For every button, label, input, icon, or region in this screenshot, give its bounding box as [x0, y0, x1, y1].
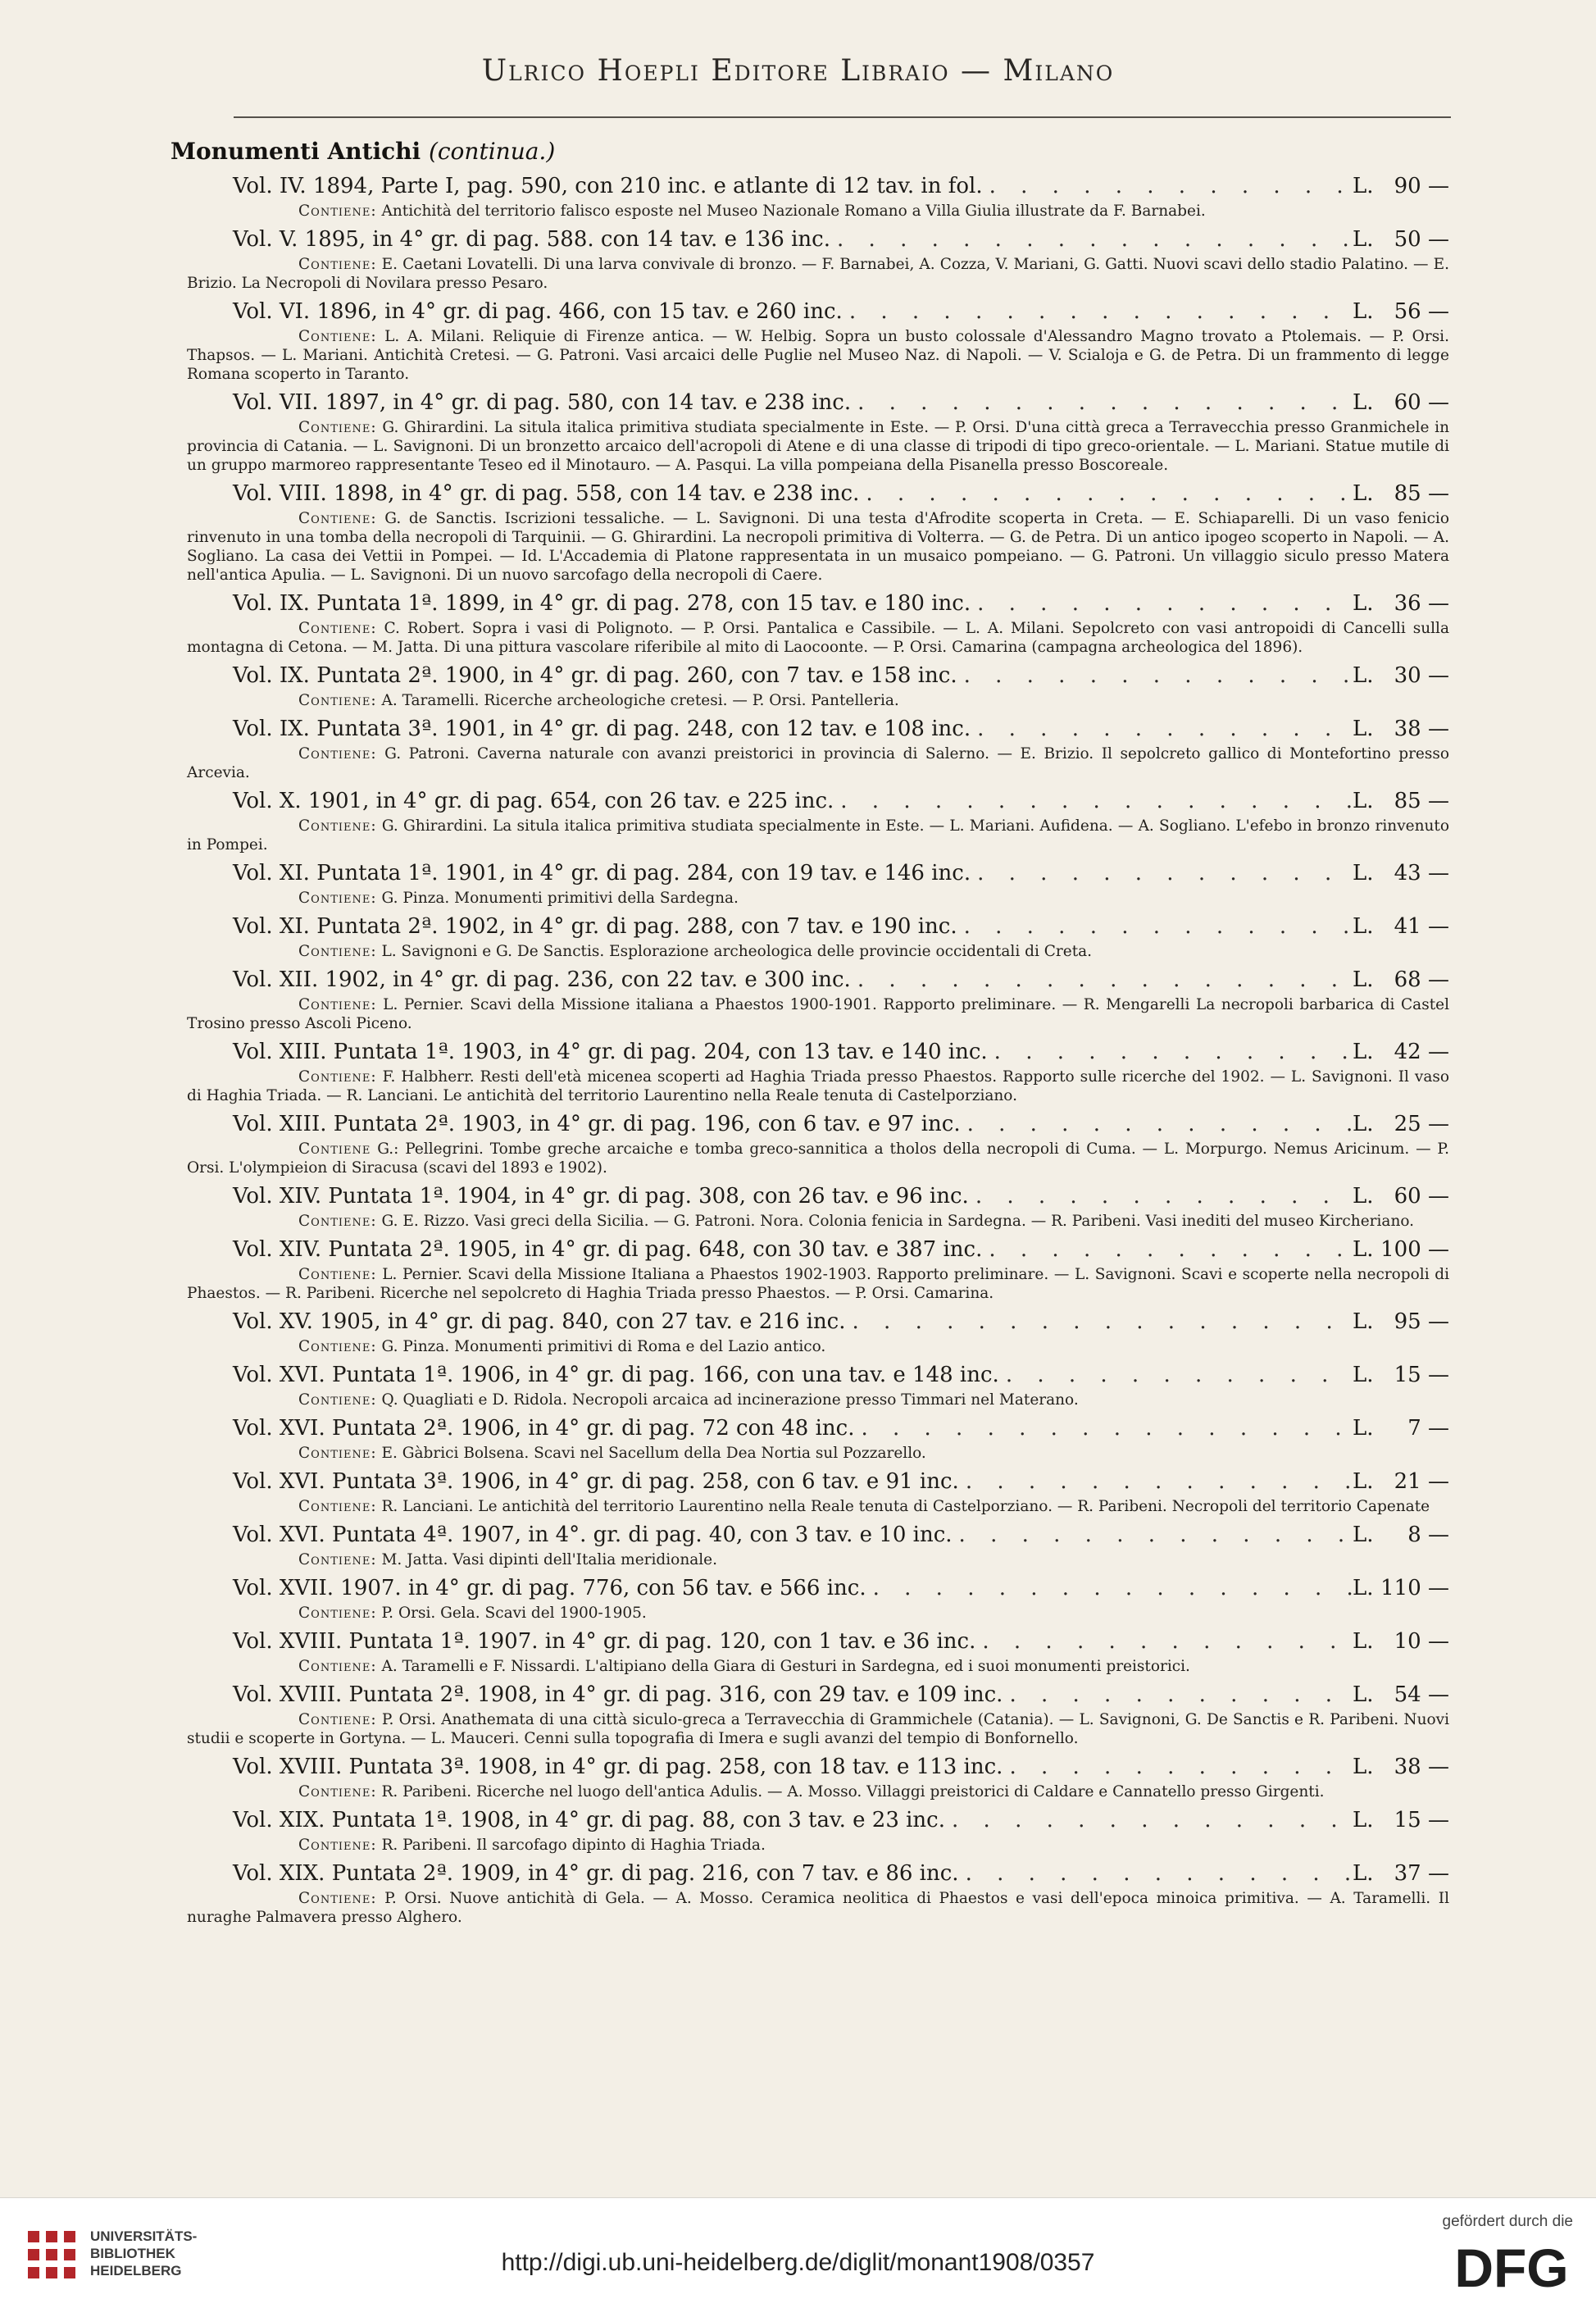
- volume-price: 10 —: [1394, 1629, 1449, 1654]
- volume-description: Vol. XVI. Puntata 2ª. 1906, in 4° gr. di pag. 72 con 48 inc.: [233, 1416, 855, 1441]
- contents-label: Contiene: [298, 1140, 371, 1158]
- contents-label: Contiene:: [298, 1266, 377, 1283]
- volume-description: Vol. XVI. Puntata 3ª. 1906, in 4° gr. di pag. 258, con 6 tav. e 91 inc.: [233, 1469, 959, 1494]
- volume-line: [171, 1184, 1449, 1212]
- volume-line: [171, 663, 1449, 691]
- catalog-entry: [171, 1682, 1449, 1748]
- contents-text: G.: Pellegrini. Tombe greche arcaiche e tomba greco-sannitica a tholos della necropoli di Cuma. — L. Morpurgo. Nemus Aricinum. — P. Orsi. L'olympieion di Siracusa (scavi del 1893 e 1902).: [187, 1140, 1449, 1177]
- contents-note: [187, 1391, 1449, 1409]
- contents-note: [187, 817, 1449, 854]
- dot-leader: [999, 1363, 1353, 1387]
- volume-price: 42 —: [1394, 1040, 1449, 1064]
- currency-label: L.: [1353, 1682, 1374, 1707]
- contents-label: Contiene:: [298, 1605, 377, 1622]
- dot-leader: [983, 174, 1353, 198]
- contents-text: M. Jatta. Vasi dipinti dell'Italia meridionale.: [381, 1551, 718, 1568]
- contents-label: Contiene:: [298, 1445, 377, 1462]
- volume-price: 15 —: [1394, 1808, 1449, 1832]
- volume-description: Vol. X. 1901, in 4° gr. di pag. 654, con 26 tav. e 225 inc.: [233, 789, 834, 813]
- currency-label: L.: [1353, 591, 1374, 616]
- permalink-url[interactable]: http://digi.ub.uni-heidelberg.de/diglit/monant1908/0357: [501, 2249, 1095, 2276]
- currency-label: L.: [1353, 481, 1374, 506]
- dot-leader: [846, 1309, 1353, 1334]
- contents-text: C. Robert. Sopra i vasi di Polignoto. — P. Orsi. Pantalica e Cassibile. — L. A. Milani. Sepolcreto con vasi antropoidi di Cancelli sulla montagna di Cetona. — M. Jatta. Di una pittura vascolare riferibile al mito di Laocoonte. — P. Orsi. Camarina (campagna archeologica del 1896).: [187, 620, 1449, 656]
- dot-leader: [971, 861, 1353, 885]
- header-rule: [234, 116, 1451, 118]
- volume-price: 95 —: [1394, 1309, 1449, 1334]
- contents-label: Contiene:: [298, 1658, 377, 1675]
- volume-price: 8 —: [1407, 1523, 1449, 1547]
- volume-line: [171, 227, 1449, 255]
- catalog-entry: [171, 1523, 1449, 1569]
- volume-description: Vol. XIX. Puntata 2ª. 1909, in 4° gr. di pag. 216, con 7 tav. e 86 inc.: [233, 1861, 959, 1886]
- contents-note: [187, 1444, 1449, 1463]
- contents-label: Contiene:: [298, 1551, 377, 1568]
- contents-text: G. de Sanctis. Iscrizioni tessaliche. — L. Savignoni. Di una testa d'Afrodite scoperta in Creta. — E. Schiaparelli. Di un vaso fenicio rinvenuto in una tomba della necropoli di Tarquinii. — G. Ghirardini. La necropoli primitiva di Volterra. — G. de Petra. Di un antico ipogeo scoperto in Napoli. — A. Sogliano. La casa dei Vettii in Pompei. — Id. L'Accademia di Platone rappresentata in un musaico pompeiano. — G. Patroni. Un villaggio siculo presso Matera nell'antica Apulia. — L. Savignoni. Di un nuovo sarcofago della necropoli di Caere.: [187, 510, 1449, 584]
- currency-label: L.: [1353, 663, 1374, 688]
- volume-line: [171, 1112, 1449, 1140]
- contents-label: Contiene:: [298, 1837, 377, 1854]
- catalog-entry: [171, 591, 1449, 657]
- volume-price: 7 —: [1407, 1416, 1449, 1441]
- contents-text: L. Pernier. Scavi della Missione italiana a Phaestos 1900-1901. Rapporto preliminare. — R. Mengarelli La necropoli barbarica di Castel Trosino presso Ascoli Piceno.: [187, 996, 1449, 1032]
- volume-description: Vol. XVIII. Puntata 1ª. 1907. in 4° gr. di pag. 120, con 1 tav. e 36 inc.: [233, 1629, 976, 1654]
- contents-label: Contiene:: [298, 203, 377, 220]
- volume-description: Vol. XIII. Puntata 1ª. 1903, in 4° gr. di pag. 204, con 13 tav. e 140 inc.: [233, 1040, 988, 1064]
- contents-note: [187, 942, 1449, 961]
- dot-leader: [1003, 1755, 1353, 1779]
- sponsor-text: gefördert durch die: [1442, 2213, 1573, 2230]
- dot-leader: [1003, 1682, 1353, 1707]
- catalog-entry: [171, 1040, 1449, 1105]
- contents-label: Contiene:: [298, 419, 377, 436]
- volume-description: Vol. IX. Puntata 3ª. 1901, in 4° gr. di pag. 248, con 12 tav. e 108 inc.: [233, 717, 971, 741]
- currency-label: L.: [1353, 174, 1374, 198]
- contents-note: [187, 1710, 1449, 1748]
- currency-label: L.: [1353, 1861, 1374, 1886]
- section-continued: (continua.): [428, 138, 556, 165]
- volume-line: [171, 299, 1449, 327]
- contents-label: Contiene:: [298, 1213, 377, 1230]
- contents-label: Contiene:: [298, 692, 377, 709]
- contents-label: Contiene:: [298, 620, 377, 637]
- dot-leader: [945, 1808, 1353, 1832]
- volume-price: 85 —: [1394, 481, 1449, 506]
- contents-text: R. Paribeni. Ricerche nel luogo dell'antica Adulis. — A. Mosso. Villaggi preistorici di Caldare e Cannatello presso Girgenti.: [381, 1783, 1325, 1800]
- currency-label: L.: [1353, 1523, 1374, 1547]
- volume-line: [171, 1416, 1449, 1444]
- contents-label: Contiene:: [298, 510, 377, 527]
- volume-price: 38 —: [1394, 1755, 1449, 1779]
- contents-text: G. Pinza. Monumenti primitivi di Roma e del Lazio antico.: [381, 1338, 826, 1355]
- contents-text: P. Orsi. Gela. Scavi del 1900-1905.: [381, 1605, 647, 1622]
- catalog-entry: [171, 1629, 1449, 1676]
- contents-label: Contiene:: [298, 943, 377, 960]
- catalog-entry: [171, 174, 1449, 221]
- volume-price: 60 —: [1394, 1184, 1449, 1209]
- contents-note: [187, 889, 1449, 908]
- dot-leader: [975, 1629, 1353, 1654]
- catalog-entry: [171, 1416, 1449, 1463]
- currency-label: L.: [1353, 1416, 1374, 1441]
- volume-description: Vol. XIX. Puntata 1ª. 1908, in 4° gr. di pag. 88, con 3 tav. e 23 inc.: [233, 1808, 946, 1832]
- catalog-entry: [171, 914, 1449, 961]
- contents-label: Contiene:: [298, 817, 377, 835]
- contents-note: [187, 1497, 1449, 1516]
- volume-price: 100 —: [1380, 1237, 1449, 1262]
- contents-label: Contiene:: [298, 890, 377, 907]
- dot-leader: [843, 299, 1353, 324]
- dot-leader: [859, 481, 1353, 506]
- volume-line: [171, 1629, 1449, 1657]
- volume-description: Vol. V. 1895, in 4° gr. di pag. 588. con 14 tav. e 136 inc.: [233, 227, 831, 252]
- catalog-entry: [171, 1184, 1449, 1231]
- catalog-entry: [171, 481, 1449, 585]
- contents-text: G. Pinza. Monumenti primitivi della Sardegna.: [381, 890, 739, 907]
- contents-text: A. Taramelli e F. Nissardi. L'altipiano della Giara di Gesturi in Sardegna, ed i suoi monumenti preistorici.: [381, 1658, 1190, 1675]
- volume-price: 85 —: [1394, 789, 1449, 813]
- catalog-entry: [171, 1309, 1449, 1356]
- catalog-entry: [171, 1755, 1449, 1801]
- contents-text: G. Ghirardini. La situla italica primitiva studiata specialmente in Este. — P. Orsi. D'una città greca a Terravecchia presso Granmichele in provincia di Catania. — L. Savignoni. Di un bronzetto arcaico dell'acropoli di Atene e di una classe di tripodi di tipo greco-orientale. — L. Mariani. Statue mutile di un gruppo marmoreo rappresentante Teseo ed il Minotauro. — A. Pasqui. La villa pompeiana della Pisanella presso Boscoreale.: [187, 419, 1449, 474]
- contents-note: [187, 1836, 1449, 1855]
- volume-description: Vol. XVIII. Puntata 3ª. 1908, in 4° gr. di pag. 258, con 18 tav. e 113 inc.: [233, 1755, 1003, 1779]
- volume-description: Vol. VI. 1896, in 4° gr. di pag. 466, con 15 tav. e 260 inc.: [233, 299, 843, 324]
- contents-text: L. A. Milani. Reliquie di Firenze antica. — W. Helbig. Sopra un busto colossale d'Alessandro Magno trovato a Ptolemais. — P. Orsi. Thapsos. — L. Mariani. Antichità Cretesi. — G. Patroni. Vasi arcaici delle Puglie nel Museo Naz. di Napoli. — V. Scialoja e G. de Petra. Di un frammento di legge Romana scoperto in Taranto.: [187, 328, 1449, 383]
- currency-label: L.: [1353, 1363, 1374, 1387]
- contents-label: Contiene:: [298, 1783, 377, 1800]
- contents-label: Contiene:: [298, 1890, 377, 1907]
- contents-text: R. Paribeni. Il sarcofago dipinto di Haghia Triada.: [381, 1837, 766, 1854]
- currency-label: L.: [1353, 390, 1374, 415]
- contents-text: Antichità del territorio falisco esposte nel Museo Nazionale Romano a Villa Giulia illustrate da F. Barnabei.: [381, 203, 1206, 220]
- contents-text: L. Savignoni e G. De Sanctis. Esplorazione archeologica delle provincie occidentali di Creta.: [381, 943, 1093, 960]
- contents-label: Contiene:: [298, 256, 377, 273]
- contents-note: [187, 1337, 1449, 1356]
- contents-label: Contiene:: [298, 1498, 377, 1515]
- volume-line: [171, 390, 1449, 418]
- volume-description: Vol. VII. 1897, in 4° gr. di pag. 580, con 14 tav. e 238 inc.: [233, 390, 852, 415]
- currency-label: L.: [1353, 1040, 1374, 1064]
- catalog-entry: [171, 663, 1449, 710]
- volume-description: Vol. XIV. Puntata 2ª. 1905, in 4° gr. di pag. 648, con 30 tav. e 387 inc.: [233, 1237, 983, 1262]
- contents-note: [187, 744, 1449, 782]
- contents-note: [187, 1604, 1449, 1623]
- library-name-line: UNIVERSITÄTS-: [90, 2228, 198, 2244]
- contents-text: P. Orsi. Anathemata di una città siculo-greca a Terravecchia di Grammichele (Catania). — L. Savignoni, G. De Sanctis e R. Paribeni. Nuovi studii e scoperte in Gortyna. — L. Mauceri. Cenni sulla topografia di Imera e sugli avanzi del tempio di Bonfornello.: [187, 1711, 1449, 1747]
- volume-price: 50 —: [1394, 227, 1449, 252]
- volume-price: 54 —: [1394, 1682, 1449, 1707]
- volume-line: [171, 1469, 1449, 1497]
- volume-description: Vol. XI. Puntata 2ª. 1902, in 4° gr. di pag. 288, con 7 tav. e 190 inc.: [233, 914, 957, 939]
- volume-line: [171, 591, 1449, 619]
- dot-leader: [971, 591, 1353, 616]
- catalog-entry: [171, 861, 1449, 908]
- volume-description: Vol. XII. 1902, in 4° gr. di pag. 236, con 22 tav. e 300 inc.: [233, 967, 851, 992]
- catalog-entries: [171, 174, 1449, 1933]
- currency-label: L.: [1353, 1469, 1374, 1494]
- volume-price: 110 —: [1380, 1576, 1449, 1600]
- contents-text: G. E. Rizzo. Vasi greci della Sicilia. — G. Patroni. Nora. Colonia fenicia in Sardegna. — R. Paribeni. Vasi inediti del museo Kircheriano.: [381, 1213, 1415, 1230]
- currency-label: L.: [1353, 1755, 1374, 1779]
- contents-note: [187, 1212, 1449, 1231]
- catalog-entry: [171, 1808, 1449, 1855]
- library-name-line: HEIDELBERG: [90, 2263, 182, 2278]
- currency-label: L.: [1353, 1237, 1374, 1262]
- volume-line: [171, 1237, 1449, 1265]
- volume-description: Vol. XVI. Puntata 1ª. 1906, in 4° gr. di pag. 166, con una tav. e 148 inc.: [233, 1363, 999, 1387]
- contents-note: [187, 327, 1449, 384]
- currency-label: L.: [1353, 861, 1374, 885]
- dot-leader: [851, 967, 1353, 992]
- contents-label: Contiene:: [298, 1711, 377, 1728]
- contents-note: [187, 1265, 1449, 1303]
- dot-leader: [959, 1861, 1353, 1886]
- volume-price: 43 —: [1394, 861, 1449, 885]
- volume-line: [171, 1576, 1449, 1604]
- contents-text: F. Halbherr. Resti dell'età micenea scoperti ad Haghia Triada presso Phaestos. Rapporto sulle ricerche del 1902. — L. Savignoni. Il vaso di Haghia Triada. — R. Lanciani. Le antichità del territorio Laurentino nella Reale tenuta di Castelporziano.: [187, 1068, 1449, 1104]
- currency-label: L.: [1353, 1629, 1374, 1654]
- contents-note: [187, 1657, 1449, 1676]
- dot-leader: [953, 1523, 1353, 1547]
- catalog-entry: [171, 299, 1449, 384]
- contents-note: [187, 691, 1449, 710]
- dot-leader: [982, 1237, 1353, 1262]
- dot-leader: [830, 227, 1353, 252]
- contents-text: R. Lanciani. Le antichità del territorio Laurentino nella Reale tenuta di Castelporziano. — R. Paribeni. Necropoli del territorio Capenate: [381, 1498, 1430, 1515]
- currency-label: L.: [1353, 1184, 1374, 1209]
- volume-line: [171, 914, 1449, 942]
- volume-line: [171, 1808, 1449, 1836]
- dot-leader: [969, 1184, 1353, 1209]
- currency-label: L.: [1353, 789, 1374, 813]
- volume-line: [171, 1861, 1449, 1889]
- volume-description: Vol. XV. 1905, in 4° gr. di pag. 840, con 27 tav. e 216 inc.: [233, 1309, 846, 1334]
- volume-price: 68 —: [1394, 967, 1449, 992]
- currency-label: L.: [1353, 299, 1374, 324]
- volume-price: 56 —: [1394, 299, 1449, 324]
- contents-note: [187, 1140, 1449, 1177]
- volume-line: [171, 481, 1449, 509]
- section-title-text: Monumenti Antichi: [171, 138, 421, 165]
- currency-label: L.: [1353, 227, 1374, 252]
- contents-label: Contiene:: [298, 745, 377, 763]
- volume-line: [171, 174, 1449, 202]
- dot-leader: [959, 1469, 1353, 1494]
- contents-text: E. Gàbrici Bolsena. Scavi nel Sacellum della Dea Nortia sul Pozzarello.: [381, 1445, 926, 1462]
- contents-text: G. Patroni. Caverna naturale con avanzi preistorici in provincia di Salerno. — E. Brizio. Il sepolcreto gallico di Montefortino presso Arcevia.: [187, 745, 1449, 781]
- volume-description: Vol. XVIII. Puntata 2ª. 1908, in 4° gr. di pag. 316, con 29 tav. e 109 inc.: [233, 1682, 1003, 1707]
- contents-note: [187, 995, 1449, 1033]
- contents-label: Contiene:: [298, 1338, 377, 1355]
- dot-leader: [957, 663, 1353, 688]
- contents-note: [187, 1550, 1449, 1569]
- section-title: [171, 138, 555, 165]
- contents-note: [187, 509, 1449, 585]
- volume-description: Vol. XVII. 1907. in 4° gr. di pag. 776, con 56 tav. e 566 inc.: [233, 1576, 866, 1600]
- catalog-entry: [171, 1576, 1449, 1623]
- volume-price: 15 —: [1394, 1363, 1449, 1387]
- dfg-logo-text: DFG: [1454, 2237, 1569, 2295]
- volume-line: [171, 1040, 1449, 1068]
- dfg-logo-icon: [1450, 2237, 1573, 2295]
- contents-text: G. Ghirardini. La situla italica primitiva studiata specialmente in Este. — L. Mariani. Aufidena. — A. Sogliano. L'efebo in bronzo rinvenuto in Pompei.: [187, 817, 1449, 854]
- contents-note: [187, 202, 1449, 221]
- dot-leader: [957, 914, 1353, 939]
- catalog-entry: [171, 789, 1449, 854]
- volume-price: 30 —: [1394, 663, 1449, 688]
- contents-note: [187, 1782, 1449, 1801]
- contents-text: A. Taramelli. Ricerche archeologiche cretesi. — P. Orsi. Pantelleria.: [381, 692, 899, 709]
- currency-label: L.: [1353, 1576, 1374, 1600]
- currency-label: L.: [1353, 717, 1374, 741]
- volume-price: 41 —: [1394, 914, 1449, 939]
- running-head: Ulrico Hoepli Editore Libraio — Milano: [481, 54, 1115, 88]
- volume-line: [171, 861, 1449, 889]
- library-name-line: BIBLIOTHEK: [90, 2246, 175, 2261]
- dot-leader: [854, 1416, 1353, 1441]
- currency-label: L.: [1353, 1112, 1374, 1136]
- catalog-entry: [171, 1112, 1449, 1177]
- catalog-entry: [171, 1237, 1449, 1303]
- volume-price: 36 —: [1394, 591, 1449, 616]
- contents-label: Contiene:: [298, 1391, 377, 1409]
- volume-price: 90 —: [1394, 174, 1449, 198]
- contents-text: E. Caetani Lovatelli. Di una larva convivale di bronzo. — F. Barnabei, A. Cozza, V. Mariani, G. Gatti. Nuovi scavi dello stadio Palatino. — E. Brizio. La Necropoli di Novilara presso Pesaro.: [187, 256, 1449, 292]
- volume-line: [171, 1682, 1449, 1710]
- volume-description: Vol. IV. 1894, Parte I, pag. 590, con 210 inc. e atlante di 12 tav. in fol.: [233, 174, 983, 198]
- volume-price: 60 —: [1394, 390, 1449, 415]
- contents-label: Contiene:: [298, 996, 377, 1013]
- currency-label: L.: [1353, 1309, 1374, 1334]
- catalog-entry: [171, 717, 1449, 782]
- dot-leader: [851, 390, 1353, 415]
- volume-price: 21 —: [1394, 1469, 1449, 1494]
- catalog-entry: [171, 1363, 1449, 1409]
- footer-bar: [0, 2197, 1596, 2308]
- contents-text: Q. Quagliati e D. Ridola. Necropoli arcaica ad incinerazione presso Timmari nel Materano.: [381, 1391, 1079, 1409]
- volume-description: Vol. XVI. Puntata 4ª. 1907, in 4°. gr. di pag. 40, con 3 tav. e 10 inc.: [233, 1523, 953, 1547]
- volume-description: Vol. XIII. Puntata 2ª. 1903, in 4° gr. di pag. 196, con 6 tav. e 97 inc.: [233, 1112, 961, 1136]
- dot-leader: [834, 789, 1353, 813]
- currency-label: L.: [1353, 967, 1374, 992]
- contents-text: P. Orsi. Nuove antichità di Gela. — A. Mosso. Ceramica neolitica di Phaestos e vasi dell'epoca minoica primitiva. — A. Taramelli. Il nuraghe Palmavera presso Alghero.: [187, 1890, 1449, 1926]
- volume-description: Vol. VIII. 1898, in 4° gr. di pag. 558, con 14 tav. e 238 inc.: [233, 481, 860, 506]
- currency-label: L.: [1353, 1808, 1374, 1832]
- volume-line: [171, 717, 1449, 744]
- catalog-entry: [171, 1469, 1449, 1516]
- volume-line: [171, 1309, 1449, 1337]
- catalog-entry: [171, 390, 1449, 475]
- volume-line: [171, 1755, 1449, 1782]
- volume-line: [171, 1523, 1449, 1550]
- dot-leader: [961, 1112, 1353, 1136]
- contents-note: [187, 1068, 1449, 1105]
- contents-note: [187, 255, 1449, 293]
- volume-description: Vol. XIV. Puntata 1ª. 1904, in 4° gr. di pag. 308, con 26 tav. e 96 inc.: [233, 1184, 969, 1209]
- contents-note: [187, 418, 1449, 475]
- contents-label: Contiene:: [298, 328, 377, 345]
- volume-price: 38 —: [1394, 717, 1449, 741]
- contents-text: L. Pernier. Scavi della Missione Italiana a Phaestos 1902-1903. Rapporto preliminare. — L. Savignoni. Scavi e scoperte nella necropoli di Phaestos. — R. Paribeni. Ricerche nel sepolcreto di Haghia Triada presso Phaestos. — P. Orsi. Camarina.: [187, 1266, 1449, 1302]
- contents-note: [187, 1889, 1449, 1927]
- volume-description: Vol. XI. Puntata 1ª. 1901, in 4° gr. di pag. 284, con 19 tav. e 146 inc.: [233, 861, 971, 885]
- volume-line: [171, 1363, 1449, 1391]
- volume-description: Vol. IX. Puntata 1ª. 1899, in 4° gr. di pag. 278, con 15 tav. e 180 inc.: [233, 591, 971, 616]
- dot-leader: [971, 717, 1353, 741]
- dot-leader: [988, 1040, 1353, 1064]
- catalog-entry: [171, 1861, 1449, 1927]
- volume-price: 25 —: [1394, 1112, 1449, 1136]
- catalog-entry: [171, 227, 1449, 293]
- catalog-entry: [171, 967, 1449, 1033]
- contents-note: [187, 619, 1449, 657]
- dot-leader: [866, 1576, 1353, 1600]
- volume-description: Vol. IX. Puntata 2ª. 1900, in 4° gr. di pag. 260, con 7 tav. e 158 inc.: [233, 663, 957, 688]
- currency-label: L.: [1353, 914, 1374, 939]
- contents-label: Contiene:: [298, 1068, 377, 1086]
- volume-price: 37 —: [1394, 1861, 1449, 1886]
- volume-line: [171, 967, 1449, 995]
- volume-line: [171, 789, 1449, 817]
